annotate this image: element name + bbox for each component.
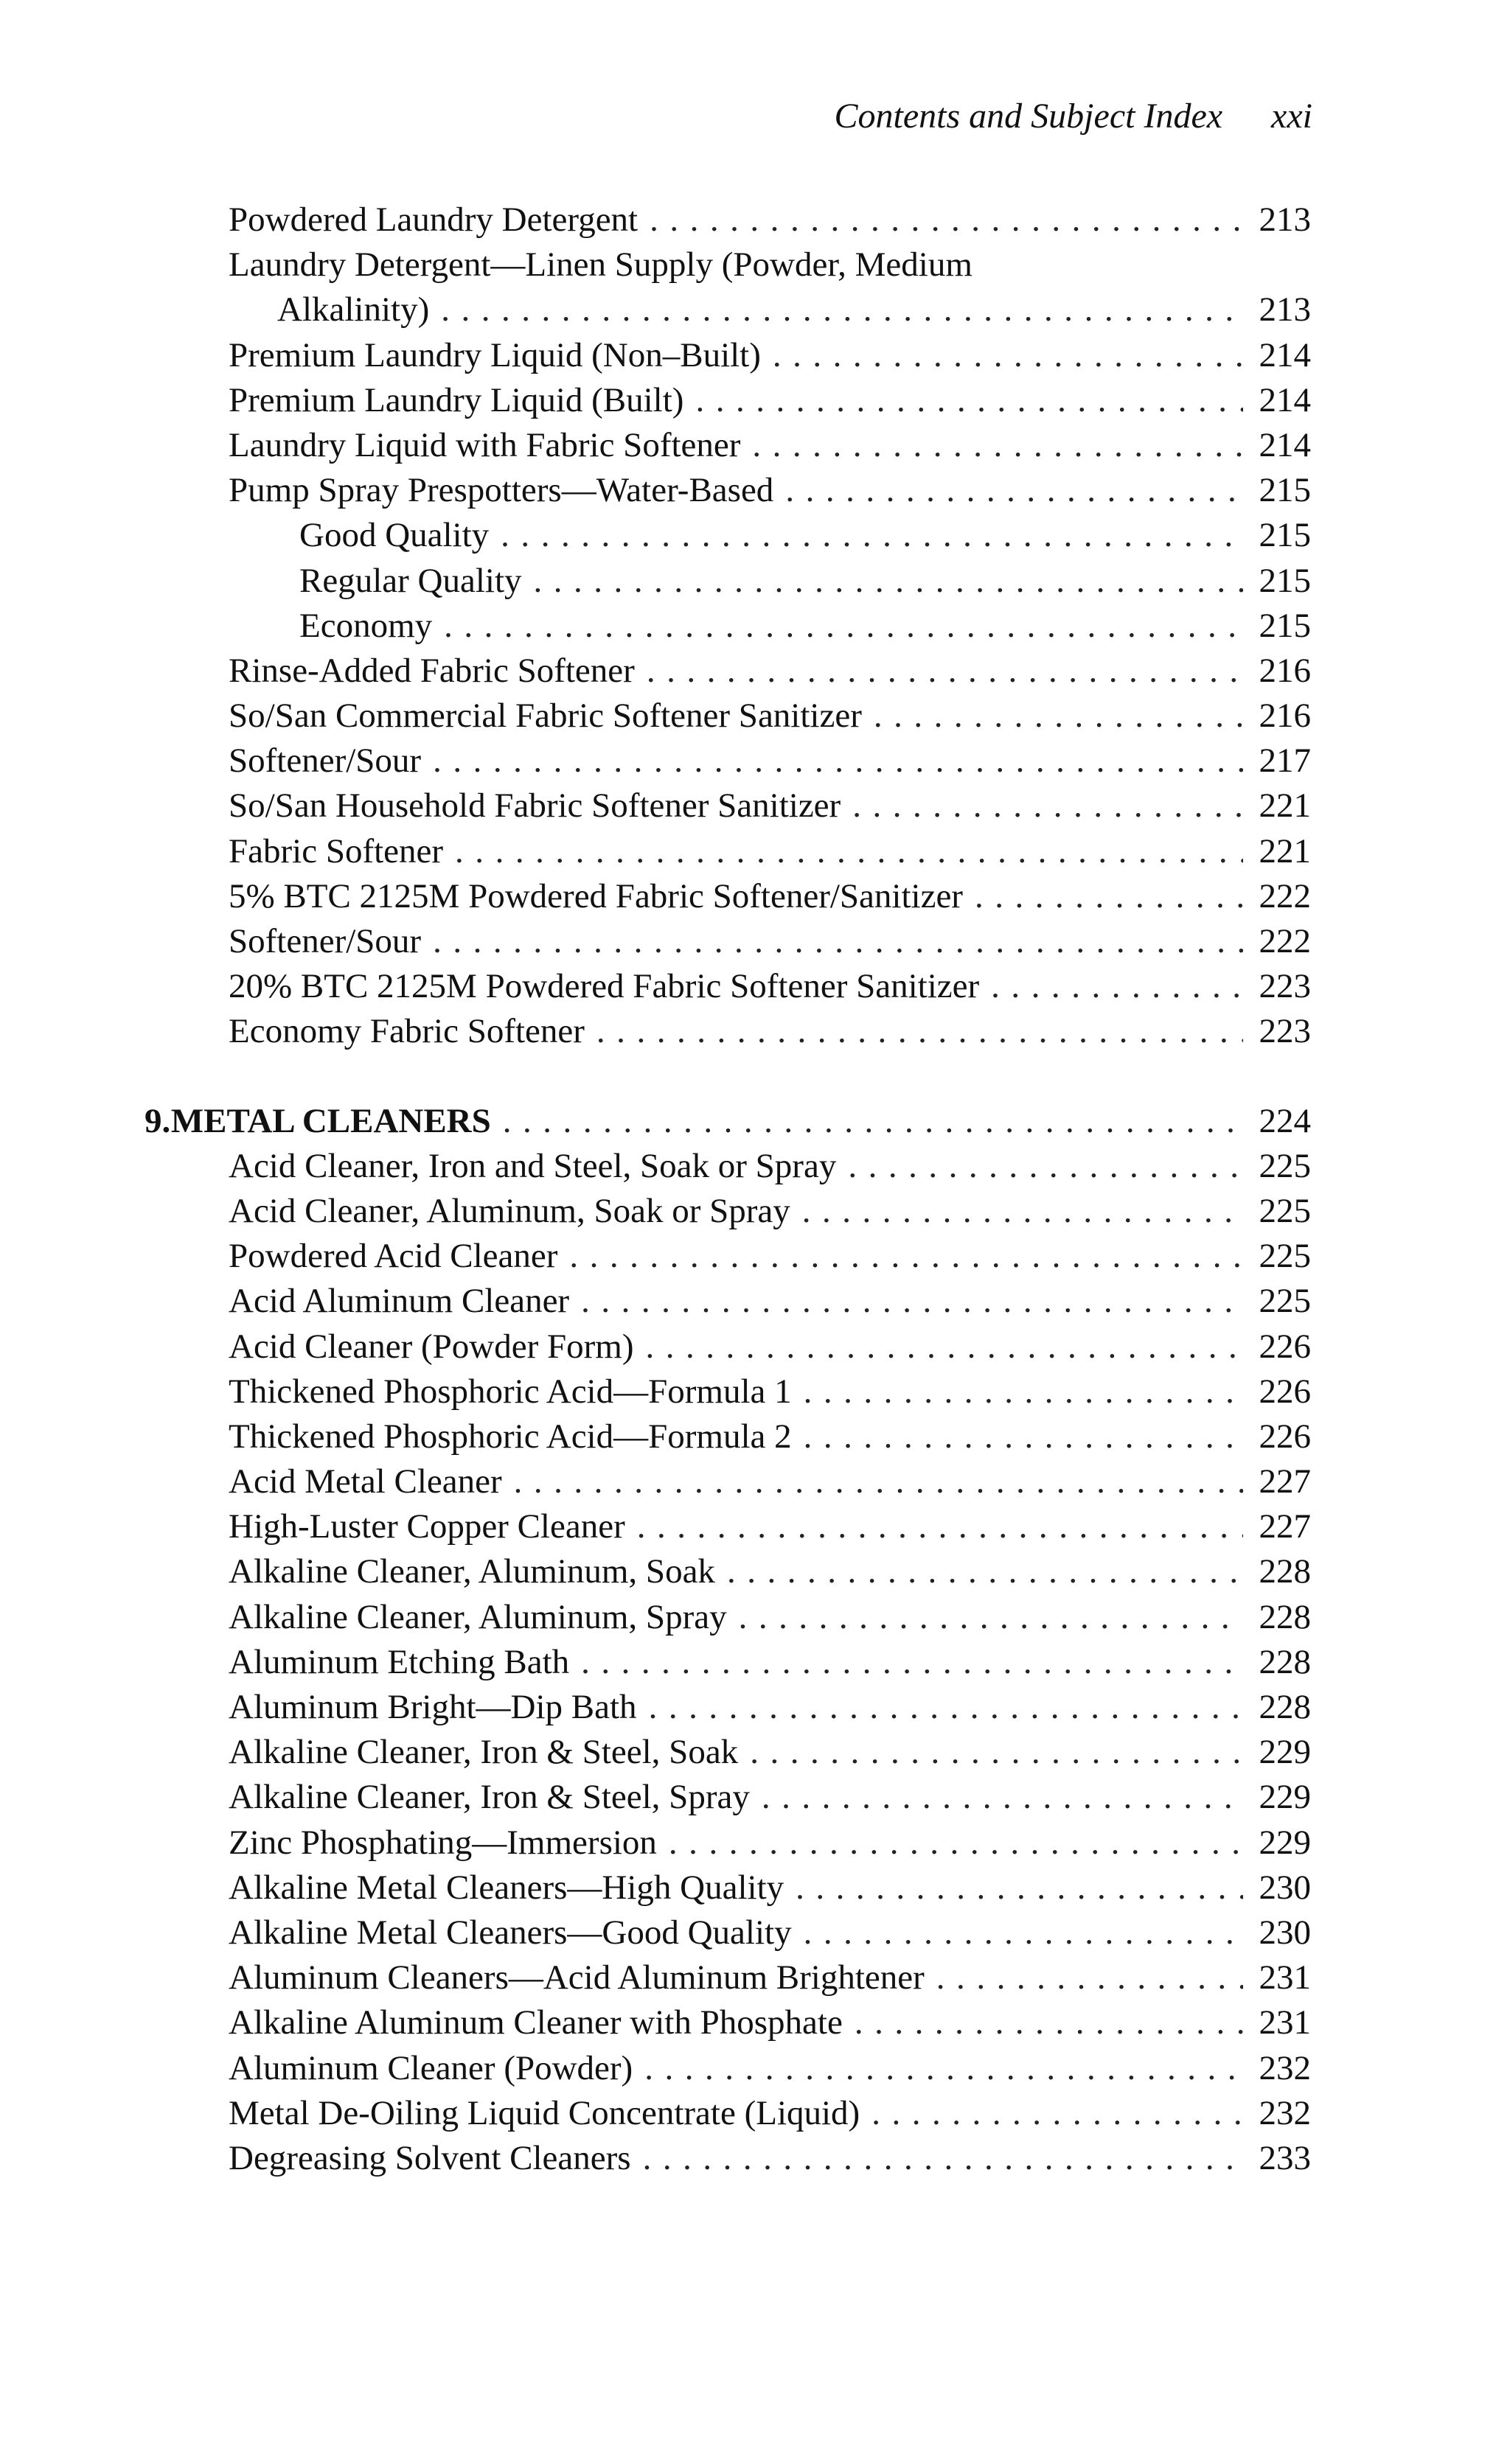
toc-entry-title: Good Quality <box>299 516 490 555</box>
dot-leader <box>501 513 1243 558</box>
dot-leader <box>762 1775 1243 1820</box>
dot-leader <box>643 2136 1243 2181</box>
toc-entry-page: 231 <box>1259 1958 1311 1997</box>
toc-entry-page: 228 <box>1259 1597 1311 1636</box>
toc-entry-title: Acid Cleaner, Iron and Steel, Soak or Spray <box>229 1146 837 1185</box>
running-head <box>782 96 1312 155</box>
toc-subentry <box>0 513 1510 558</box>
toc-entry-title: So/San Household Fabric Softener Sanitizer <box>229 786 841 826</box>
toc-entry-page: 215 <box>1259 561 1311 600</box>
toc-entry-page: 229 <box>1259 1823 1311 1862</box>
toc-entry-title: Degreasing Solvent Cleaners <box>229 2138 631 2177</box>
toc-entry-page: 233 <box>1259 2138 1311 2177</box>
toc-entry-page: 215 <box>1259 471 1311 510</box>
chapter-heading <box>0 1099 1510 1144</box>
toc-entry <box>0 1189 1510 1234</box>
toc-entry-page: 226 <box>1259 1417 1311 1456</box>
dot-leader <box>441 287 1243 332</box>
toc-entry-title: Premium Laundry Liquid (Built) <box>229 380 684 419</box>
dot-leader <box>433 739 1243 783</box>
toc-entry <box>0 1234 1510 1279</box>
dot-leader <box>852 783 1243 828</box>
toc-entry-page: 217 <box>1259 741 1311 781</box>
dot-leader <box>534 559 1243 604</box>
toc-entry-title: Alkaline Cleaner, Iron & Steel, Soak <box>229 1733 739 1772</box>
toc-entry-page: 213 <box>1259 200 1311 239</box>
toc-entry-page: 225 <box>1259 1191 1311 1230</box>
toc-entry-title: Alkaline Aluminum Cleaner with Phosphate <box>229 2003 843 2042</box>
dot-leader <box>804 1910 1243 1955</box>
toc-entry <box>0 1775 1510 1820</box>
toc-entry-page: 214 <box>1259 335 1311 374</box>
toc-entry-title: Premium Laundry Liquid (Non–Built) <box>229 335 761 374</box>
toc-entry <box>0 1504 1510 1549</box>
chapter-number: 9. <box>145 1101 171 1140</box>
dot-leader <box>739 1595 1243 1640</box>
toc-entry <box>0 919 1510 964</box>
dot-leader <box>773 333 1243 378</box>
toc-entry-page: 225 <box>1259 1282 1311 1321</box>
chapter-page: 224 <box>1259 1101 1311 1140</box>
dot-leader <box>569 1234 1243 1279</box>
dot-leader <box>514 1459 1243 1504</box>
toc-entry-page: 221 <box>1259 786 1311 826</box>
toc-entry <box>0 287 1510 332</box>
dot-leader <box>936 1955 1243 2000</box>
dot-leader <box>444 604 1243 649</box>
toc-entry-title: Zinc Phosphating—Immersion <box>229 1823 657 1862</box>
toc-entry-title: Laundry Liquid with Fabric Softener <box>229 425 741 464</box>
toc-entry-title: Economy <box>299 606 433 645</box>
page-folio: xxi <box>1271 97 1312 136</box>
toc-entry-page: 214 <box>1259 425 1311 464</box>
dot-leader <box>855 2000 1243 2045</box>
dot-leader <box>804 1414 1243 1459</box>
toc-entry <box>0 1821 1510 1866</box>
toc-entry-page: 222 <box>1259 876 1311 915</box>
toc-entry-title: Pump Spray Prespotters—Water-Based <box>229 471 774 510</box>
toc-entry-page: 226 <box>1259 1327 1311 1366</box>
toc-entry-page: 232 <box>1259 2048 1311 2087</box>
toc-subentry <box>0 559 1510 604</box>
toc-entry-title: Thickened Phosphoric Acid—Formula 2 <box>229 1417 792 1456</box>
toc-entry <box>0 874 1510 919</box>
toc-entry-title: So/San Commercial Fabric Softener Sanitizer <box>229 697 862 736</box>
toc-entry <box>0 1910 1510 1955</box>
toc-entry-title: Alkaline Cleaner, Aluminum, Soak <box>229 1552 715 1591</box>
toc-entry-title: Alkaline Cleaner, Aluminum, Spray <box>229 1597 727 1636</box>
toc-entry <box>0 333 1510 378</box>
toc-entry-title: Rinse-Added Fabric Softener <box>229 651 635 690</box>
toc-entry-title: Acid Cleaner (Powder Form) <box>229 1327 634 1366</box>
toc-entry <box>0 739 1510 783</box>
dot-leader <box>596 1009 1243 1054</box>
toc-entry-page: 228 <box>1259 1552 1311 1591</box>
dot-leader <box>750 1730 1243 1775</box>
toc-entry-title: Thickened Phosphoric Acid—Formula 1 <box>229 1372 792 1411</box>
toc-entry-title: Softener/Sour <box>229 741 422 781</box>
toc-entry-title: 5% BTC 2125M Powdered Fabric Softener/Sanitizer <box>229 876 963 915</box>
dot-leader <box>647 649 1243 694</box>
toc-entry-page: 228 <box>1259 1688 1311 1726</box>
toc-entry-page: 216 <box>1259 651 1311 690</box>
dot-leader <box>804 1369 1243 1414</box>
toc-entry-page: 215 <box>1259 606 1311 645</box>
toc-entry <box>0 1866 1510 1910</box>
toc-entry <box>0 2046 1510 2091</box>
toc-entry-page: 225 <box>1259 1146 1311 1185</box>
toc-entry-page: 223 <box>1259 967 1311 1006</box>
toc-entry-page: 214 <box>1259 380 1311 419</box>
toc-entry-page: 223 <box>1259 1012 1311 1051</box>
toc-entry <box>0 1144 1510 1189</box>
dot-leader <box>581 1279 1243 1324</box>
toc-entry <box>0 423 1510 468</box>
toc-entry <box>0 829 1510 874</box>
dot-leader <box>669 1821 1243 1866</box>
dot-leader <box>433 919 1243 964</box>
toc-entry <box>0 1640 1510 1685</box>
toc-entry-title: Softener/Sour <box>229 922 422 960</box>
toc-entry <box>0 1459 1510 1504</box>
running-title: Contents and Subject Index <box>834 97 1223 136</box>
toc-entry-title-continued: Alkalinity) <box>277 290 430 329</box>
dot-leader <box>727 1549 1243 1594</box>
toc-entry <box>0 1595 1510 1640</box>
toc-entry-page: 230 <box>1259 1913 1311 1952</box>
toc-entry-page: 232 <box>1259 2093 1311 2132</box>
toc-entry <box>0 694 1510 739</box>
toc-entry <box>0 1279 1510 1324</box>
dot-leader <box>802 1189 1243 1234</box>
toc-entry <box>0 1009 1510 1054</box>
dot-leader <box>455 829 1243 874</box>
toc-entry-title: Aluminum Cleaners—Acid Aluminum Brightener <box>229 1958 925 1997</box>
dot-leader <box>695 378 1243 423</box>
dot-leader <box>649 1685 1243 1730</box>
table-of-contents <box>0 198 1510 2181</box>
toc-subentry <box>0 604 1510 649</box>
toc-entry-page: 227 <box>1259 1507 1311 1546</box>
toc-entry-page: 222 <box>1259 922 1311 960</box>
toc-entry-page: 213 <box>1259 290 1311 329</box>
dot-leader <box>646 1325 1244 1369</box>
dot-leader <box>785 468 1243 513</box>
toc-entry-page: 229 <box>1259 1778 1311 1817</box>
dot-leader <box>871 2091 1243 2136</box>
toc-entry <box>0 2136 1510 2181</box>
toc-entry <box>0 1955 1510 2000</box>
toc-entry <box>0 1369 1510 1414</box>
toc-entry-title: Laundry Detergent—Linen Supply (Powder, Medium <box>229 245 973 285</box>
toc-entry-title: Aluminum Bright—Dip Bath <box>229 1688 637 1726</box>
toc-entry <box>0 1549 1510 1594</box>
toc-entry-title: Fabric Softener <box>229 831 444 870</box>
toc-entry-page: 226 <box>1259 1372 1311 1411</box>
dot-leader <box>848 1144 1243 1189</box>
toc-entry-title: 20% BTC 2125M Powdered Fabric Softener Sanitizer <box>229 967 980 1006</box>
toc-entry <box>0 964 1510 1009</box>
toc-entry-wrapped <box>0 242 1510 287</box>
toc-entry-page: 221 <box>1259 831 1311 870</box>
toc-entry-title: Acid Cleaner, Aluminum, Soak or Spray <box>229 1191 790 1230</box>
dot-leader <box>650 198 1243 242</box>
dot-leader <box>796 1866 1243 1910</box>
toc-entry <box>0 1685 1510 1730</box>
toc-entry-title: Regular Quality <box>299 561 522 600</box>
toc-entry <box>0 783 1510 828</box>
dot-leader <box>874 694 1243 739</box>
dot-leader <box>503 1099 1243 1144</box>
toc-entry <box>0 649 1510 694</box>
toc-entry <box>0 2091 1510 2136</box>
toc-entry-page: 231 <box>1259 2003 1311 2042</box>
dot-leader <box>752 423 1243 468</box>
toc-entry-title: Acid Aluminum Cleaner <box>229 1282 570 1321</box>
dot-leader <box>581 1640 1243 1685</box>
section-gap <box>0 1055 1510 1099</box>
toc-entry-page: 229 <box>1259 1733 1311 1772</box>
toc-entry-title: Aluminum Cleaner (Powder) <box>229 2048 633 2087</box>
toc-entry-title: Powdered Acid Cleaner <box>229 1237 558 1276</box>
toc-entry-title: Acid Metal Cleaner <box>229 1462 502 1501</box>
toc-entry-page: 225 <box>1259 1237 1311 1276</box>
toc-entry-title: Economy Fabric Softener <box>229 1012 585 1051</box>
toc-entry-title: Alkaline Cleaner, Iron & Steel, Spray <box>229 1778 750 1817</box>
toc-entry-title: Metal De-Oiling Liquid Concentrate (Liquid) <box>229 2093 860 2132</box>
toc-entry-title: Alkaline Metal Cleaners—High Quality <box>229 1868 784 1907</box>
chapter-title: METAL CLEANERS <box>170 1101 491 1140</box>
toc-entry-page: 215 <box>1259 516 1311 555</box>
toc-entry-title: Alkaline Metal Cleaners—Good Quality <box>229 1913 792 1952</box>
toc-entry-title: Aluminum Etching Bath <box>229 1642 570 1681</box>
toc-entry <box>0 468 1510 513</box>
toc-entry-page: 216 <box>1259 697 1311 736</box>
toc-entry-page: 230 <box>1259 1868 1311 1907</box>
toc-entry-page: 227 <box>1259 1462 1311 1501</box>
dot-leader <box>975 874 1243 919</box>
toc-entry <box>0 1325 1510 1369</box>
toc-entry-page: 228 <box>1259 1642 1311 1681</box>
toc-entry <box>0 2000 1510 2045</box>
toc-entry <box>0 378 1510 423</box>
toc-entry-title: High-Luster Copper Cleaner <box>229 1507 625 1546</box>
toc-entry <box>0 1730 1510 1775</box>
toc-entry <box>0 1414 1510 1459</box>
dot-leader <box>637 1504 1243 1549</box>
toc-entry <box>0 198 1510 242</box>
toc-entry-title: Powdered Laundry Detergent <box>229 200 639 239</box>
dot-leader <box>644 2046 1243 2091</box>
dot-leader <box>991 964 1243 1009</box>
